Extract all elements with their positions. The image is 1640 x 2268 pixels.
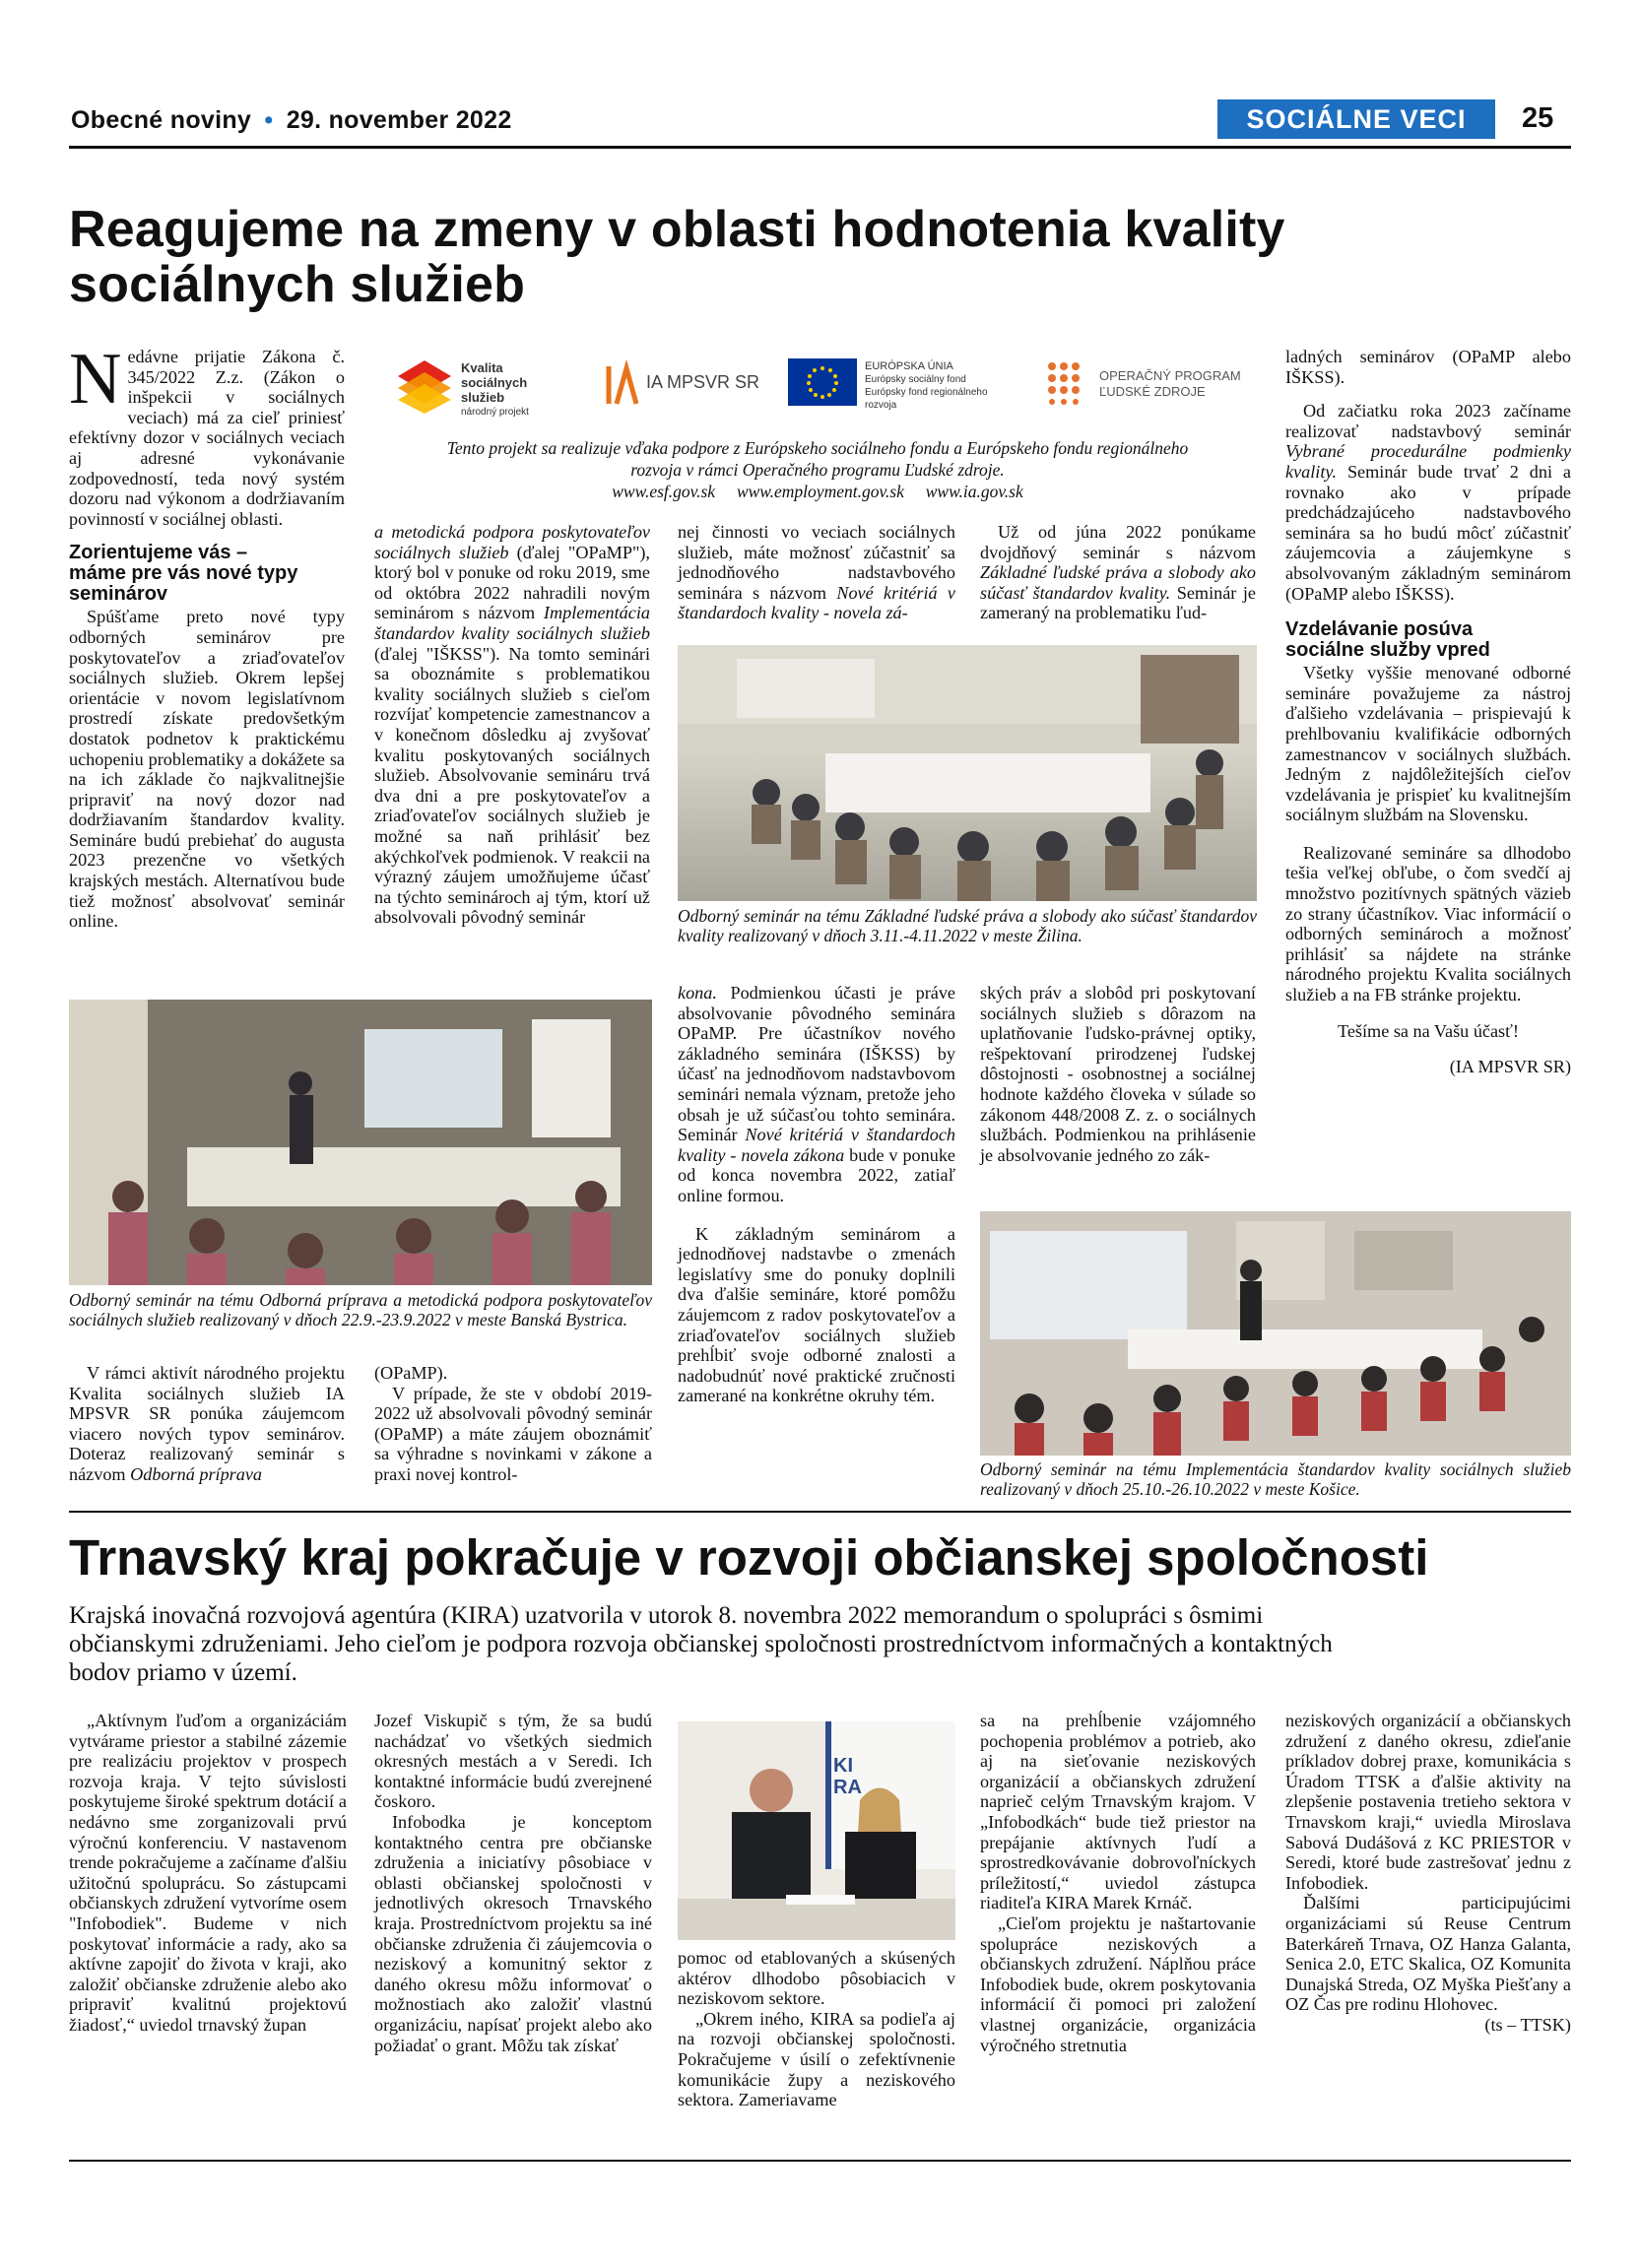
- article2-col3-paragraph2: „Okrem iného, KIRA sa podieľa aj na rozvoji občianskej spoločnosti. Pokračujeme v úsilí o zefektívnenie komunikácie župy a neziskového sektora. Zameriavame: [678, 2008, 955, 2110]
- col5-closing: Tešíme sa na Vašu účasť!: [1338, 1020, 1519, 1041]
- subhead-orient-line2: máme pre vás nové typy: [69, 562, 298, 585]
- photo-kira-signing: [678, 1721, 955, 1940]
- col2-p1-c: Implementácia štandardov kvality sociálnych služieb: [374, 603, 650, 643]
- article1-col3-bottom: [678, 983, 955, 1406]
- col2-p1-d: (ďalej "IŠKSS"). Na tomto seminári sa oboznámite s problematikou kvality sociálnych služieb s cieľom rozvíjať kompetencie zamestnancov a v konečnom dôsledku aj zvyšovať kvalitu poskytovaných sociálnych služieb. Absolvovanie semináru trvá dva dni a pre poskytovateľov a zriaďovateľov sociálnych služieb je možné sa naň prihlásiť bez akýchkoľvek podmienok. V reakcii na výrazný záujem umožňujeme účasť na týchto seminároch aj tým, ktorí už absolvovali pôvodný seminár: [374, 643, 650, 928]
- eu-logo: [788, 353, 1015, 416]
- masthead-paper: [71, 106, 512, 135]
- article2-lead: [69, 1601, 1571, 1687]
- paper-name: Obecné noviny: [71, 106, 252, 134]
- article1-col5: [1285, 347, 1571, 1077]
- ia-mpsvr-logo: [601, 356, 768, 416]
- eu-flag-icon: [788, 358, 857, 406]
- lead-text: edávne prijatie Zákona č. 345/2022 Z.z. (Zákon o inšpekcii v sociálnych veciach) má za cieľ priniesť efektívny dozor v sociálnych veciach aj adresné vykonávanie zodpovedností, teda nový systém dozoru nad výkonom a dodržiavaním povinností v sociálnej oblasti.: [69, 347, 345, 529]
- col3b-p1-em: Nové kritériá v štandardoch kvality - novela zákona: [678, 1125, 955, 1165]
- op-logo-line1: OPERAČNÝ PROGRAM: [1099, 368, 1241, 383]
- col2b-paragraph1: (OPaMP).: [374, 1363, 448, 1383]
- article1-title-line1: Reagujeme na zmeny v oblasti hodnotenia kvality: [69, 201, 1285, 258]
- seminar-room-image-3: [980, 1211, 1571, 1456]
- col3b-paragraph2: K základným seminárom a jednodňovej nadstavbe o zmenách legislatívy sme do ponuky doplnili dva ďalšie semináre, ktoré pomôžu záujemcom z radov poskytovateľov a zriaďovateľov sociálnych služieb prehĺbiť svoje odborné znalosti a nadobudnúť nové praktické zručnosti zamerané na konkrétne okruhy tém.: [678, 1223, 955, 1406]
- seminar-room-image: [678, 645, 1257, 901]
- col1b-p1-em: Odborná príprava: [130, 1463, 263, 1484]
- lead-paragraph: [69, 339, 345, 529]
- article2-col4-paragraph2: „Cieľom projektu je naštartovanie spolupráce neziskových a občianskych združení. Náplňou práce Infobodiek bude, okrem poskytovania informácií či pomoci pri založení vlastnej organizácie, organizácia výročného stretnutia: [980, 1912, 1256, 2055]
- col5-paragraph1: ladných seminárov (OPaMP alebo IŠKSS).: [1285, 347, 1571, 387]
- col5-paragraph2: [1285, 401, 1571, 604]
- article2-title: Trnavský kraj pokračuje v rozvoji občianskej spoločnosti: [69, 1529, 1429, 1586]
- photo-kosice-caption: Odborný seminár na tému Implementácia štandardov kvality sociálnych služieb realizovaný v dňoch 25.10.-26.10.2022 v meste Košice.: [980, 1459, 1571, 1499]
- article1-col1-bottom: [69, 1363, 345, 1485]
- col5-signature: (IA MPSVR SR): [1449, 1057, 1571, 1077]
- article2-col2-paragraph2: Infobodka je konceptom kontaktného centra pre občianske združenia a iniciatívy pôsobiace v oblasti občianskej spoločnosti v jednotlivých okresoch Trnavského kraja. Prostredníctvom projektu sa iné občianske združenia či záujemcovia o neziskový a komunitný sektor z daného okresu môžu informovať o možnostiach ako založiť vlastnú organizáciu, napísať projekt alebo ako požiadať o grant. Môžu tak získať: [374, 1811, 652, 2055]
- article2-col5-signature: (ts – TTSK): [1484, 2014, 1571, 2035]
- article2-lead-line2: občianskymi združeniami. Jeho cieľom je podpora rozvoja občianskej spoločnosti prostredníctvom informačných a kontaktných: [69, 1631, 1333, 1657]
- article2-col5: [1285, 1711, 1571, 2036]
- support-line2: rozvoja v rámci Operačného programu Ľudské zdroje.: [630, 460, 1005, 480]
- article1-col4-bottom: [980, 983, 1256, 1165]
- support-line1: Tento projekt sa realizuje vďaka podpore z Európskeho sociálneho fondu a Európskeho fondu regionálneho: [446, 438, 1189, 458]
- op-logo-line2: ĽUDSKÉ ZDROJE: [1099, 384, 1206, 399]
- article1-col3: [678, 522, 955, 623]
- article1-col1: [69, 339, 345, 932]
- subhead-education: [1285, 619, 1571, 661]
- col1-paragraph: Spúšťame preto nové typy odborných seminárov pre poskytovateľov a zriaďovateľov sociálnych služieb. Okrem lepšej orientácie v novom legislatívnom prostredí získate predovšetkým dostatok podnetov k praktickému uchopeniu problematiky a dokážete sa na ich základe čo najkvalitnejšie pripraviť na nový dozor nad dodržiavaním štandardov kvality. Semináre budú prebiehať do augusta 2023 prezenčne vo všetkých krajských mestách. Alternatívou bude tiež možnosť absolvovať seminár online.: [69, 607, 345, 932]
- op-dots-icon: [1044, 358, 1091, 406]
- kvalita-logo-line2: sociálnych služieb: [461, 375, 528, 405]
- header-rule: [69, 146, 1571, 149]
- col5-p2-a: Od začiatku roka 2023 začíname realizovať nadstavbový seminár: [1285, 401, 1571, 441]
- article2-col5-paragraph2: Ďalšími participujúcimi organizáciami sú Reuse Centrum Baterkáreň Trnava, OZ Hanza Galanta, Senica 2.0, ETC Skalica, OZ Komunita Dunajská Streda, OZ Myška Piešťany a OZ Čas pre rodinu Hlohovec.: [1285, 1893, 1571, 2015]
- article2-col5-paragraph1: neziskových organizácií a občianskych združení z daného okresu, zdieľanie príkladov dobrej praxe, komunikácia s Úradom TTSK a ďalšie aktivity na zlepšenie postavenia tretieho sektora v Trnavskom kraji,“ uviedla Miroslava Sabová Dudášová z KC PRIESTOR v Seredi, ktoré bude zastrešovať jednu z Infobodiek.: [1285, 1711, 1571, 1893]
- article2-col3: [678, 1948, 955, 2110]
- ia-logo-icon: [601, 360, 640, 410]
- col4-p1-a: Už od júna 2022 ponúkame dvojdňový seminár s názvom: [980, 522, 1256, 562]
- col3b-p1-b: Podmienkou účasti je práve absolvovanie pôvodného seminára OPaMP. Pre účastníkov nového základného seminára (IŠKSS) by účasť na jednodňovom nadstavbovom seminári nemala význam, pretože jeho obsah je už súčasťou tohto seminára. Seminár: [678, 983, 955, 1145]
- article-separator: [69, 1511, 1571, 1513]
- col4-paragraph1: [980, 522, 1256, 623]
- col4b-paragraph1: ských práv a slobôd pri poskytovaní sociálnych služieb s dôrazom na uplatňovanie ľudsko-právnej optiky, rešpektovaní prirodzenej ľudskej dôstojnosti - osobnostnej a sociálnej hodnote každého človeka v súlade so zákonom 448/2008 Z. z. o sociálnych službách. Podmienkou na prihlásenie je absolvovanie jedného zo zák-: [980, 983, 1256, 1165]
- article2-col2: [374, 1711, 652, 2055]
- article1-title: [69, 202, 1285, 312]
- col1b-paragraph1: [69, 1363, 345, 1485]
- eu-logo-line1: EURÓPSKA ÚNIA: [865, 360, 953, 372]
- col3-p1-em: Nové kritériá v štandardoch kvality - novela zá-: [678, 582, 956, 623]
- op-lz-logo: [1044, 355, 1241, 418]
- eu-logo-line2: Európsky sociálny fond: [865, 374, 966, 385]
- article1-title-line2: sociálnych služieb: [69, 256, 526, 313]
- subhead-orient-line3: seminárov: [69, 583, 168, 606]
- article1-col2: [374, 522, 650, 928]
- kvalita-logo-line3: národný projekt: [461, 407, 529, 418]
- col2-paragraph1: [374, 522, 650, 928]
- kvalita-logo-line1: Kvalita: [461, 360, 503, 375]
- photo-kosice-seminar: [980, 1211, 1571, 1456]
- dropcap: N: [69, 339, 122, 420]
- photo-zilina-seminar: [678, 645, 1257, 901]
- article2-col3-paragraph1: pomoc od etablovaných a skúsených aktérov dlhodobo pôsobiacich v neziskovom sektore.: [678, 1948, 955, 2009]
- col3b-p1-c: bude v ponuke od konca novembra 2022, zatiaľ online formou.: [678, 1144, 955, 1205]
- kvalita-logo: [394, 355, 571, 418]
- photo-bystrica-caption: Odborný seminár na tému Odborná príprava a metodická podpora poskytovateľov sociálnych služieb realizovaný v dňoch 22.9.-23.9.2022 v meste Banská Bystrica.: [69, 1290, 652, 1329]
- col3-p1: nej činnosti vo veciach sociálnych služieb, máte možnosť zúčastniť sa jednodňového nadstavbového seminára s názvom: [678, 522, 955, 603]
- support-statement: [384, 437, 1251, 502]
- col1b-p1-a: V rámci aktivít národného projektu Kvalita sociálnych služieb IA MPSVR SR ponúka záujemcom viacero nových typov seminárov. Doteraz realizovaný seminár s názvom: [69, 1363, 345, 1484]
- logo-strip: [394, 347, 1241, 425]
- subhead-education-line1: Vzdelávanie posúva: [1285, 618, 1474, 641]
- article2-col2-paragraph1: Jozef Viskupič s tým, že sa budú nachádzať vo všetkých siedmich okresných mestách a v Seredi. Ich kontaktné informácie budú zverejnené čoskoro.: [374, 1711, 652, 1812]
- section-badge: [1217, 99, 1495, 139]
- col3-paragraph1: [678, 522, 955, 623]
- article2-col1-paragraph: „Aktívnym ľuďom a organizáciám vytvárame priestor a stabilné zázemie pre realizáciu projektov v prospech rozvoja kraja. V tejto súvislosti poskytujeme široké spektrum dotácií a nedávno sme zorganizovali prvú výročnú konferenciu. V nastavenom trende pokračujeme a začíname ďalšiu užitočnú spoluprácu. So zástupcami občianskych združení vytvoríme osem "Infobodiek". Budeme v nich poskytovať informácie a rady, ako sa aktívne zapojiť do života v kraji, ako založiť občianske združenie alebo ako pripraviť kvalitnú projektovú žiadosť,“ uviedol trnavský župan: [69, 1711, 347, 2035]
- kvalita-logo-icon: [394, 356, 455, 414]
- ia-logo-text: IA MPSVR SR: [646, 372, 760, 392]
- kira-sign: [833, 1755, 862, 1798]
- photo-zilina-caption: Odborný seminár na tému Základné ľudské práva a slobody ako súčasť štandardov kvality realizovaný v dňoch 3.11.-4.11.2022 v meste Žilina.: [678, 906, 1257, 945]
- subhead-orient: [69, 543, 345, 605]
- col5-p2-b: Seminár bude trvať 2 dni a rovnako ako v prípade predchádzajúceho nadstavbového seminára sa ho budú môcť zúčastniť záujemcovia a záujemkyne s absolvovaným základným seminárom (OPaMP alebo IŠKSS).: [1285, 461, 1571, 604]
- bullet: •: [264, 106, 274, 134]
- col5-paragraph3: Všetky vyššie menované odborné semináre považujeme za nástroj ďalšieho vzdelávania – prispievajú k prehlbovaniu kvalifikácie odborných zamestnancov v sociálnych službách. Jedným z najdôležitejších cieľov vzdelávania je prispieť ku kvalitnejším sociálnym službám na Slovensku.: [1285, 663, 1571, 825]
- support-line3: www.esf.gov.sk www.employment.gov.sk www.ia.gov.sk: [612, 482, 1023, 501]
- page-number: 25: [1522, 102, 1554, 134]
- article2-lead-line1: Krajská inovačná rozvojová agentúra (KIRA) uzatvorila v utorok 8. novembra 2022 memorandum o spolupráci s ôsmimi: [69, 1602, 1264, 1629]
- section-label: SOCIÁLNE VECI: [1246, 104, 1467, 134]
- seminar-room-image-2: [69, 1000, 652, 1285]
- col5-p2-em: Vybrané procedurálne podmienky kvality.: [1285, 441, 1571, 482]
- kira-sign-line2: RA: [833, 1777, 862, 1798]
- article1-col2-bottom: [374, 1363, 652, 1485]
- footer-rule: [69, 2160, 1571, 2162]
- signing-image: [678, 1721, 955, 1940]
- col3b-paragraph1: [678, 983, 955, 1206]
- article2-col4: [980, 1711, 1256, 2055]
- subhead-orient-line1: Zorientujeme vás –: [69, 542, 248, 564]
- col4-p1-b: Seminár je zameraný na problematiku ľud-: [980, 582, 1256, 623]
- col2b-paragraph2: V prípade, že ste v období 2019-2022 už absolvovali pôvodný seminár (OPaMP) a máte záujem oboznámiť sa výhradne s novinkami v zákone a praxi novej kontrol-: [374, 1383, 652, 1484]
- article1-col4: [980, 522, 1256, 623]
- kira-sign-line1: KI: [833, 1755, 853, 1777]
- subhead-education-line2: sociálne služby vpred: [1285, 639, 1490, 662]
- col5-paragraph4: Realizované semináre sa dlhodobo tešia veľkej obľube, o čom svedčí aj množstvo pozitívnych spätných väzieb zo strany účastníkov. Viac informácií o odborných seminároch a možnosť prihlásiť sa nájdete na stránke národného projektu Kvalita sociálnych služieb a na FB stránke projektu.: [1285, 842, 1571, 1005]
- col2-p1-b: (ďalej "OPaMP"), ktorý bol v ponuke od roku 2019, sme od októbra 2022 nahradili novým seminárom s názvom: [374, 542, 650, 623]
- issue-date: 29. november 2022: [286, 106, 512, 134]
- col2-p1-a: a metodická podpora poskytovateľov sociálnych služieb: [374, 522, 650, 562]
- col3b-p1-a: kona.: [678, 983, 717, 1003]
- article2-lead-line3: bodov priamo v území.: [69, 1659, 297, 1686]
- eu-logo-line3: Európsky fond regionálneho rozvoja: [865, 387, 988, 411]
- article2-col1: [69, 1711, 347, 2036]
- article2-col4-paragraph1: sa na prehĺbenie vzájomného pochopenia problémov a potrieb, ako aj na sieťovanie neziskových organizácií a občianskych združení naprieč celým Trnavským krajom. V „Infobodkách“ bude tiež priestor na prepájanie aktívnych ľudí a sprostredkovávanie dobrovoľníckych príležitostí,“ uviedol zástupca riaditeľa KIRA Marek Krnáč.: [980, 1711, 1256, 1913]
- photo-bystrica-seminar: [69, 1000, 652, 1285]
- col4-p1-em: Základné ľudské práva a slobody ako súčasť štandardov kvality.: [980, 562, 1256, 603]
